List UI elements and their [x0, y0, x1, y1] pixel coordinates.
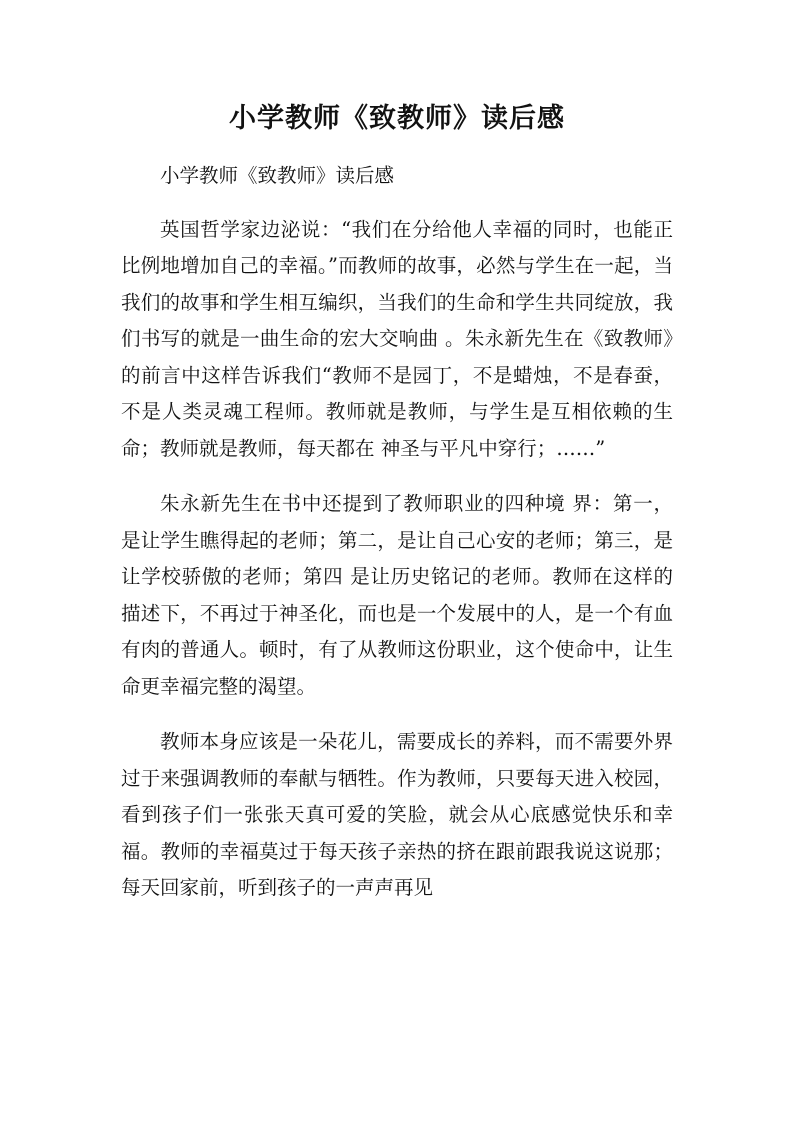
paragraph-3: 教师本身应该是一朵花儿，需要成长的养料，而不需要外界过于来强调教师的奉献与牺牲。作为教师，只要每天进入校园，看到孩子们一张张天真可爱的笑脸，就会从心底感觉快乐和幸福。教师的幸福莫过于每天孩子亲热的挤在跟前跟我说这说那；每天回家前，听到孩子的一声声再见	[121, 730, 673, 899]
paragraph-1: 英国哲学家边泌说：“我们在分给他人幸福的同时，也能正比例地增加自己的幸福。”而教师的故事，必然与学生在一起，当我们的故事和学生相互编织，当我们的生命和学生共同绽放，我们书写的就是一曲生命的宏大交响曲 。朱永新先生在《致教师》的前言中这样告诉我们“教师不是园丁，不是蜡烛，不是春蚕，不是人类灵魂工程师。教师就是教师，与学生是互相依赖的生命；教师就是教师，每天都在 神圣与平凡中穿行；……”	[121, 217, 673, 460]
paragraph-2: 朱永新先生在书中还提到了教师职业的四种境 界：第一，是让学生瞧得起的老师；第二，是让自己心安的老师；第三，是让学校骄傲的老师；第四 是让历史铭记的老师。教师在这样的描述下，不再过于神圣化，而也是一个发展中的人，是一个有血有肉的普通人。顿时，有了从教师这份职业，这个使命中，让生命更幸福完整的渴望。	[121, 492, 673, 698]
document-subtitle: 小学教师《致教师》读后感	[160, 164, 395, 187]
document-title: 小学教师《致教师》读后感	[229, 103, 565, 134]
document-body	[121, 158, 673, 907]
